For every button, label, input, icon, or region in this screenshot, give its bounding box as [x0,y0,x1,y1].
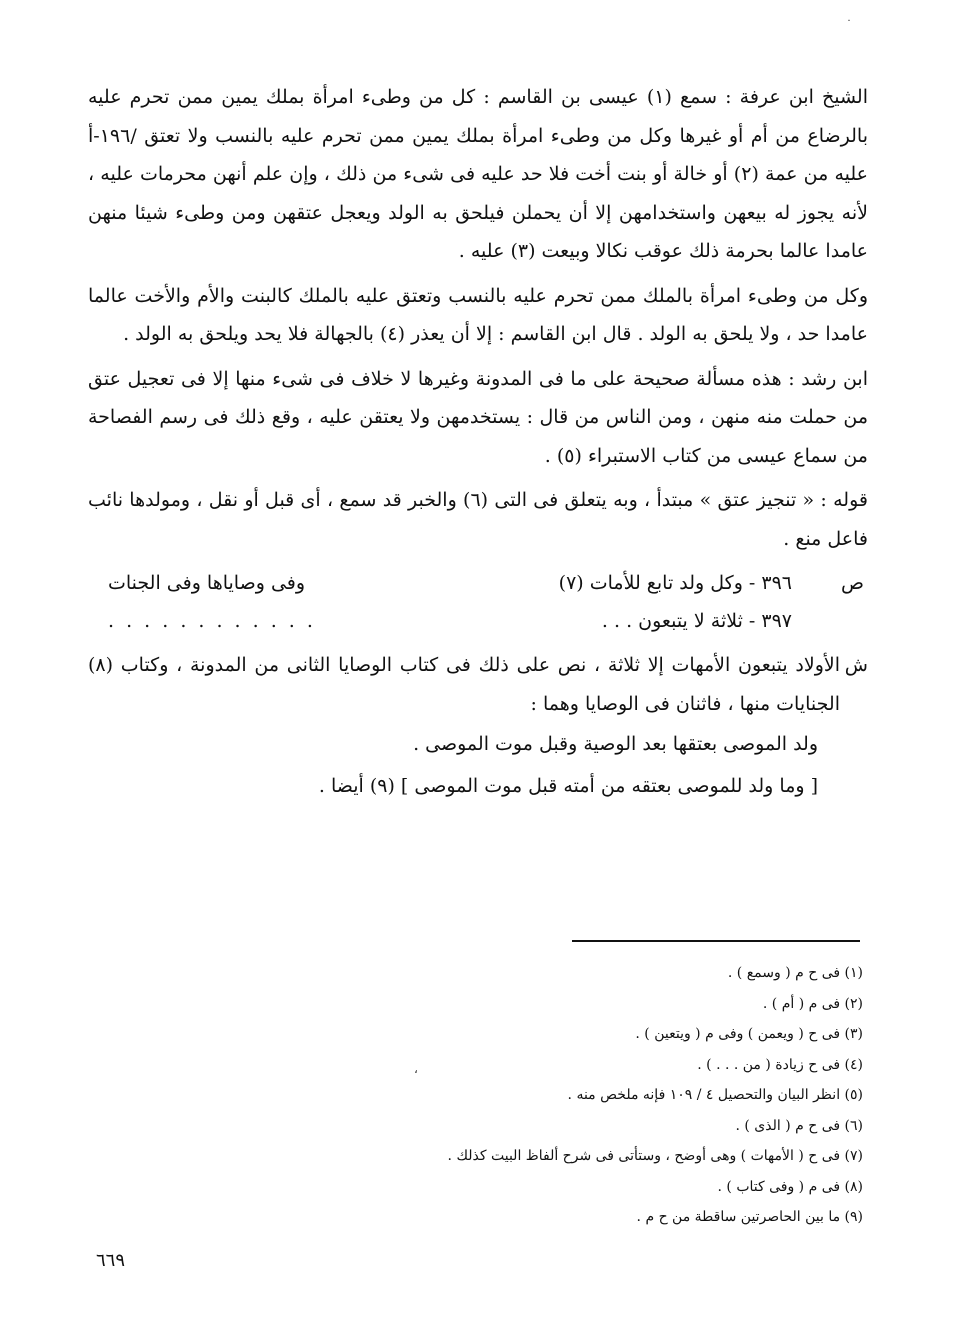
footnote: (٧) فى ح ( الأمهات ) وهى أوضح ، وستأتى فى شرح ألفاظ البيت كذلك . [447,1148,863,1164]
footnote: (٤) فى ح زيادة ( من . . . ) . [697,1056,863,1073]
paragraph-qawluhu: قوله : « تنجيز عتق » مبتدأ ، وبه يتعلق فى التى (٦) والخبر قد سمع ، أى قبل أو نقل ، ومولدها نائب فاعل منع . [88,489,868,550]
paragraph-mulk: وكل من وطىء امرأة بالملك ممن تحرم عليه بالنسب وتعتق عليه بالملك كالبنت والأم والأخت عالما عامدا حد ، ولا يلحق به الولد . قال ابن القاسم : إلا أن يعذر (٤) بالجهالة فلا يحد ويلحق به الولد . [88,284,868,345]
verse-397 [88,602,868,640]
scan-mark: ˙ [846,18,852,32]
sharh-text: الأولاد يتبعون الأمهات إلا ثلاثة ، نص على ذلك فى كتاب الوصايا الثانى من المدونة ، وكتاب (٨) الجنايات منها ، فاثنان فى الوصايا وهما : [88,654,840,715]
sharh-block [88,646,868,723]
footnote: (٢) فى م ( أم ) . [762,995,863,1012]
footnote: (٥) انظر البيان والتحصيل ٤ / ١٠٩ فإنه ملخص منه . [567,1087,863,1103]
page-body [88,78,868,807]
list-item: [ وما ولد للموصى بعتقه من أمته قبل موت الموصى ] (٩) أيضا . [318,775,818,797]
scan-mark: ، [414,1062,418,1076]
footnote-divider [572,940,860,942]
paragraph-ibn-arafa: الشيخ ابن عرفة : سمع (١) عيسى بن القاسم : كل من وطىء امرأة بملك يمين ممن تحرم عليه بالرضاع من أم أو غيرها وكل من وطىء امرأة بملك يمين ممن تحرم عليه بالنسب ولا تعتق /١٩٦-أ عليه من عمة (٢) أو خالة أو بنت أخت فلا حد عليه فى شىء من ذلك ، وإن علم أنهن محرمات عليه ، لأنه يجوز له بيعهن واستخدامهن إلا أن يحملن فيلحق به الولد ويعجل عتقهن ومن وطىء شيئا منهن عامدا عالما بحرمة ذلك عوقب نكالا وبيعت (٣) عليه . [88,86,868,262]
list-item: ولد الموصى بعتقها بعد الوصية وقبل موت الموصى . [413,733,818,755]
verse-marker: ص [841,572,864,594]
paragraph-ibn-rushd: ابن رشد : هذه مسألة صحيحة على ما فى المدونة وغيرها لا خلاف فى شىء منها إلا فى تعجيل عتق من حملت منه منهن ، ومن الناس من قال : يستخدمهن ولا يعتقن عليه ، وقع ذلك فى رسم الفصاحة من سماع عيسى من كتاب الاستبراء (٥) . [88,367,868,467]
footnotes [303,958,863,1233]
footnote: (٩) ما بين الحاصرتين ساقطة من ح م . [636,1209,863,1225]
verse-396 [88,564,868,602]
footnote: (٨) فى م ( وفى كتاب ) . [717,1178,863,1195]
verse-hemistich-first: ٣٩٦ - وكل ولد تابع للأمات (٧) [558,572,792,594]
verse-hemistich-second: وفى وصاياها وفى الجنات [108,572,306,594]
footnote: (١) فى ح م ( وسمع ) . [727,965,863,981]
footnote: (٣) فى ح ( ويعمن ) وفى م ( ويتعين ) . [635,1026,863,1042]
footnote: (٦) فى ح م ( الذى ) . [735,1117,863,1134]
verse-hemistich-first: ٣٩٧ - ثلاثة لا يتبعون . . . [601,610,792,632]
page-number: ٦٦٩ [96,1250,126,1271]
sharh-marker: ش [844,654,868,676]
verse-hemistich-second: . . . . . . . . . . . . [108,610,316,632]
